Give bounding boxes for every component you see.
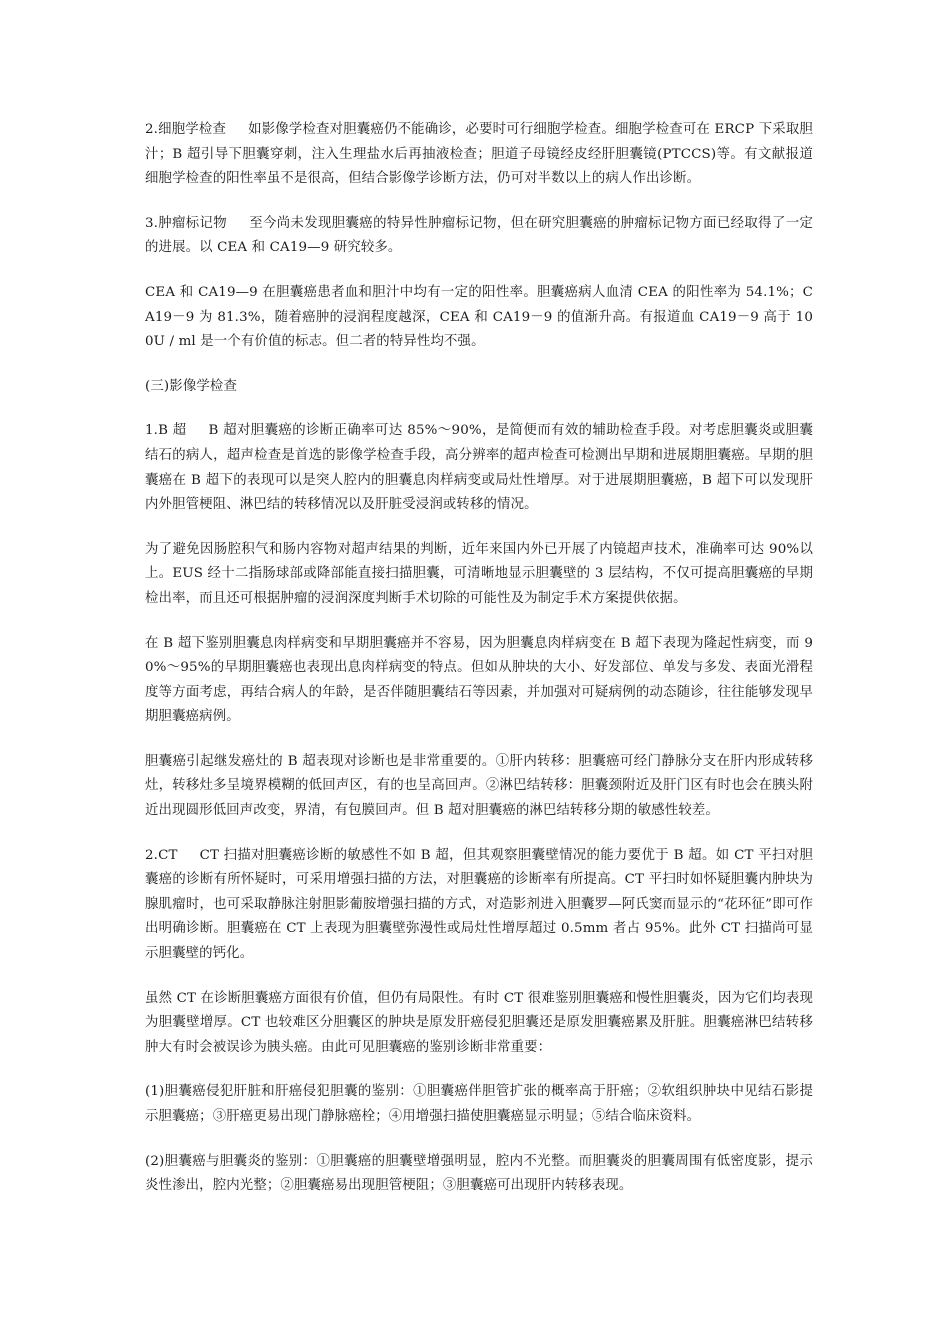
paragraph-text: 至今尚未发现胆囊癌的特异性肿瘤标记物，但在研究胆囊癌的肿瘤标记物方面已经取得了一定的进展。以 CEA 和 CA19—9 研究较多。 <box>145 215 813 256</box>
paragraph-differential-cholecystitis <box>145 1150 813 1199</box>
paragraph-text: (2)胆囊癌与胆囊炎的鉴别：①胆囊癌的胆囊壁增强明显，腔内不光整。而胆囊炎的胆囊周围有低密度影，提示炎性渗出，腔内光整；②胆囊癌易出现胆管梗阻；③胆囊癌可出现肝内转移表现。 <box>145 1153 813 1194</box>
paragraph-cytology <box>145 118 813 192</box>
paragraph-differential-liver <box>145 1080 813 1129</box>
paragraph-ultrasound <box>145 419 813 517</box>
paragraph-lead: 1.B 超 <box>145 423 187 439</box>
paragraph-text: CEA 和 CA19—9 在胆囊癌患者血和胆汁中均有一定的阳性率。胆囊癌病人血清 CEA 的阳性率为 54.1%；CA19－9 为 81.3%，随着癌肿的浸润程度越深，CEA 和 CA19－9 的值渐升高。有报道血 CA19－9 高于 100U / ml 是一个有价值的标志。但二者的特异性均不强。 <box>145 284 813 350</box>
paragraph-lead: 2.CT <box>145 847 178 863</box>
heading-text: (三)影像学检查 <box>145 378 237 394</box>
paragraph-text: 为了避免因肠腔积气和肠内容物对超声结果的判断，近年来国内外已开展了内镜超声技术，准确率可达 90%以上。EUS 经十二指肠球部或降部能直接扫描胆囊，可清晰地显示胆囊壁的 3 层结构，不仅可提高胆囊癌的早期检出率，而且还可根据肿瘤的浸润深度判断手术切除的可能性及为制定手术方案提供依据。 <box>145 541 813 606</box>
paragraph-eus <box>145 538 813 612</box>
document-body <box>145 118 813 1219</box>
paragraph-text: CT 扫描对胆囊癌诊断的敏感性不如 B 超，但其观察胆囊壁情况的能力要优于 B 超。如 CT 平扫对胆囊癌的诊断有所怀疑时，可采用增强扫描的方法，对胆囊癌的诊断率有所提高。CT 平扫时如怀疑胆囊内肿块为腺肌瘤时，也可采取静脉注射胆影葡胺增强扫描的方式，对造影剂进入胆囊罗—阿氏窦而显示的“花环征”即可作出明确诊断。胆囊癌在 CT 上表现为胆囊壁弥漫性或局灶性增厚超过 0.5mm 者占 95%。此外 CT 扫描尚可显示胆囊壁的钙化。 <box>145 847 813 962</box>
paragraph-text: 虽然 CT 在诊断胆囊癌方面很有价值，但仍有局限性。有时 CT 很难鉴别胆囊癌和慢性胆囊炎，因为它们均表现为胆囊壁增厚。CT 也较难区分胆囊区的肿块是原发肝癌侵犯胆囊还是原发胆囊癌累及肝脏。胆囊癌淋巴结转移肿大有时会被误诊为胰头癌。由此可见胆囊癌的鉴别诊断非常重要： <box>145 990 813 1055</box>
paragraph-lead: 2.细胞学检查 <box>145 122 227 137</box>
paragraph-lead: 3.肿瘤标记物 <box>145 215 228 231</box>
paragraph-cea-ca199 <box>145 281 813 355</box>
paragraph-text: B 超对胆囊癌的诊断正确率可达 85%～90%，是简便而有效的辅助检查手段。对考虑胆囊炎或胆囊结石的病人，超声检查是首选的影像学检查手段，高分辨率的超声检查可检测出早期和进展期胆囊癌。早期的胆囊癌在 B 超下的表现可以是突人腔内的胆囊息肉样病变或局灶性增厚。对于进展期胆囊癌，B 超下可以发现肝内外胆管梗阻、淋巴结的转移情况以及肝脏受浸润或转移的情况。 <box>145 423 813 513</box>
paragraph-text: (1)胆囊癌侵犯肝脏和肝癌侵犯胆囊的鉴别：①胆囊癌伴胆管扩张的概率高于肝癌；②软组织肿块中见结石影提示胆囊癌；③肝癌更易出现门静脉癌栓；④用增强扫描使胆囊癌显示明显；⑤结合临床资料。 <box>145 1084 813 1124</box>
paragraph-text: 如影像学检查对胆囊癌仍不能确诊，必要时可行细胞学检查。细胞学检查可在 ERCP 下采取胆汁；B 超引导下胆囊穿刺，注入生理盐水后再抽液检查；胆道子母镜经皮经肝胆囊镜(PTCCS)等。有文献报道细胞学检查的阳性率虽不是很高，但结合影像学诊断方法，仍可对半数以上的病人作出诊断。 <box>145 122 813 187</box>
paragraph-polyp-differential <box>145 632 813 730</box>
paragraph-metastasis <box>145 750 813 824</box>
paragraph-tumor-markers <box>145 212 813 261</box>
section-heading-imaging <box>145 375 813 400</box>
paragraph-text: 胆囊癌引起继发癌灶的 B 超表现对诊断也是非常重要的。①肝内转移：胆囊癌可经门静脉分支在肝内形成转移灶，转移灶多呈境界模糊的低回声区，有的也呈高回声。②淋巴结转移：胆囊颈附近及肝门区有时也会在胰头附近出现圆形低回声改变，界清，有包膜回声。但 B 超对胆囊癌的淋巴结转移分期的敏感性较差。 <box>145 753 813 819</box>
paragraph-ct <box>145 844 813 967</box>
paragraph-text: 在 B 超下鉴别胆囊息肉样病变和早期胆囊癌并不容易，因为胆囊息肉样病变在 B 超下表现为隆起性病变，而 90%～95%的早期胆囊癌也表现出息肉样病变的特点。但如从肿块的大小、好发部位、单发与多发、表面光滑程度等方面考虑，再结合病人的年龄，是否伴随胆囊结石等因素，并加强对可疑病例的动态随诊，往往能够发现早期胆囊癌病例。 <box>145 635 813 725</box>
paragraph-ct-limitations <box>145 987 813 1061</box>
